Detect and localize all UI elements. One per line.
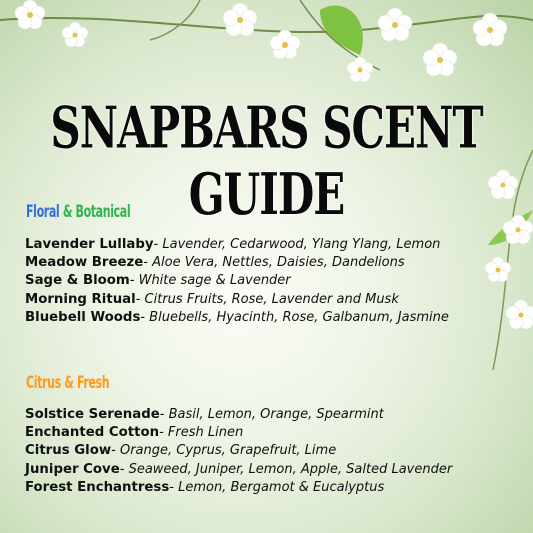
list-item — [25, 291, 449, 309]
list-item — [25, 406, 452, 424]
heading-ampersand: & — [60, 373, 77, 393]
scent-notes: - Basil, Lemon, Orange, Spearmint — [159, 407, 384, 422]
section-heading-floral-botanical — [26, 202, 130, 222]
heading-ampersand: & — [59, 202, 76, 222]
scent-notes: - Bluebells, Hyacinth, Rose, Galbanum, Jasmine — [140, 309, 449, 325]
scent-name: Juniper Cove — [25, 461, 120, 477]
list-item — [25, 236, 449, 254]
scent-notes: - Lavender, Cedarwood, Ylang Ylang, Lemon — [153, 237, 441, 252]
list-item — [25, 254, 449, 272]
scent-notes: - Fresh Linen — [159, 425, 244, 441]
list-item — [25, 424, 452, 442]
scent-name: Solstice Serenade — [25, 407, 160, 422]
scent-notes: - Lemon, Bergamot & Eucalyptus — [169, 479, 385, 495]
scent-name: Enchanted Cotton — [25, 425, 160, 441]
heading-word-fresh: Fresh — [76, 373, 110, 393]
list-item — [25, 272, 449, 290]
scent-name: Meadow Breeze — [25, 255, 144, 271]
scent-name: Lavender Lullaby — [25, 237, 154, 252]
floral-scent-list — [25, 236, 449, 327]
list-item — [25, 309, 449, 327]
heading-word-floral: Floral — [26, 202, 60, 222]
section-heading-citrus-fresh — [26, 373, 109, 393]
scent-name: Morning Ritual — [25, 291, 136, 307]
heading-word-citrus: Citrus — [26, 373, 61, 393]
scent-name: Bluebell Woods — [25, 309, 141, 325]
scent-name: Citrus Glow — [25, 443, 112, 459]
scent-name: Sage & Bloom — [25, 273, 130, 289]
scent-notes: - Orange, Cyprus, Grapefruit, Lime — [111, 443, 337, 459]
list-item — [25, 479, 452, 497]
page-title: SNAPBARS SCENT GUIDE — [50, 95, 483, 228]
blossom-branch-image — [0, 0, 533, 110]
scent-notes: - White sage & Lavender — [129, 273, 291, 289]
citrus-scent-list — [25, 406, 452, 497]
scent-notes: - Citrus Fruits, Rose, Lavender and Musk — [135, 291, 399, 307]
heading-word-botanical: Botanical — [75, 202, 131, 222]
scent-notes: - Seaweed, Juniper, Lemon, Apple, Salted Lavender — [119, 461, 453, 477]
scent-name: Forest Enchantress — [25, 479, 170, 495]
list-item — [25, 461, 452, 479]
scent-notes: - Aloe Vera, Nettles, Daisies, Dandelions — [143, 255, 405, 271]
list-item — [25, 442, 452, 460]
